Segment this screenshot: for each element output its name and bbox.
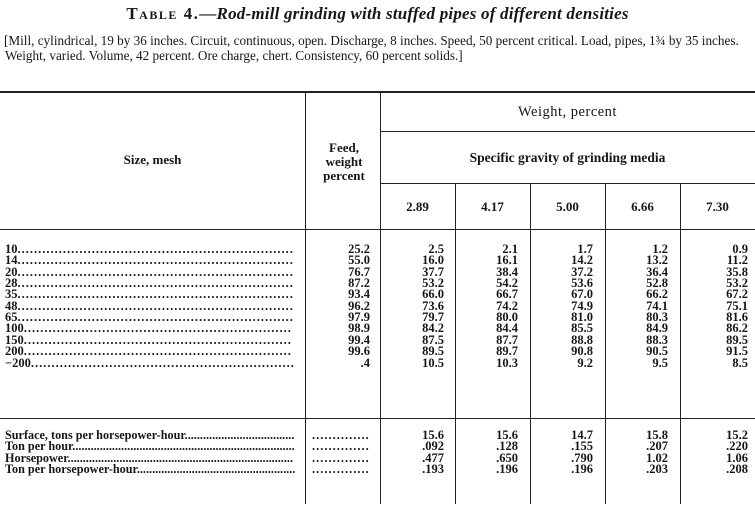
feed-empty-leader: .............. [312, 430, 370, 442]
leader-dots: ................................................................. [23, 344, 292, 358]
summary-value: .128 [496, 439, 518, 453]
weight-value: 84.4 [496, 321, 518, 335]
weight-value: 74.9 [571, 299, 593, 313]
weight-value: 66.0 [422, 287, 444, 301]
summary-value: 1.06 [726, 451, 748, 465]
weight-value: 67.2 [726, 287, 748, 301]
gravity-column-header: 7.30 [706, 199, 729, 214]
weight-value: 38.4 [496, 265, 518, 279]
leader-dots: .................................................... [136, 462, 296, 476]
row-label-text: 65 [5, 310, 18, 324]
weight-value: 80.0 [496, 310, 518, 324]
feed-value: 99.6 [348, 344, 370, 358]
header-bottom-rule [0, 229, 755, 230]
weight-value: 75.1 [726, 299, 748, 313]
table-headnote: [Mill, cylindrical, 19 by 36 inches. Circuit, continuous, open. Discharge, 8 inches. Speed, 50 percent critical. Load, pipes, 1¾ by 35 inches. Weight, varied. Volume, 42 percent. Ore charge, chert. Consistency, 60 percent solids.] [4, 33, 739, 63]
feed-value: 98.9 [348, 321, 370, 335]
summary-value: .193 [422, 462, 444, 476]
row-label-text: Surface, tons per horsepower-hour [5, 428, 185, 442]
weight-value: 88.3 [646, 333, 668, 347]
leader-dots: ................................................................. [23, 321, 292, 335]
gravity-column-header: 4.17 [481, 199, 504, 214]
gravity-column-header: 6.66 [631, 199, 654, 214]
weight-value: 81.6 [726, 310, 748, 324]
row-label-text: Ton per hour [5, 439, 73, 453]
table-title: —Rod-mill grinding with stuffed pipes of different densities [199, 4, 629, 23]
weight-value: 13.2 [646, 253, 668, 267]
row-label-text: Ton per horsepower-hour [5, 462, 137, 476]
feed-value: 99.4 [348, 333, 370, 347]
row-label-text: 14 [5, 253, 18, 267]
row-label-text: 35 [5, 287, 18, 301]
weight-value: 2.1 [502, 242, 518, 256]
weight-value: 52.8 [646, 276, 668, 290]
table-label: Table 4. [126, 4, 200, 23]
summary-value: 15.6 [422, 428, 444, 442]
weight-value: 66.2 [646, 287, 668, 301]
summary-value: 15.8 [646, 428, 668, 442]
feed-value: .4 [360, 356, 370, 370]
leader-dots: ................................................................... [17, 287, 294, 301]
summary-value: .650 [496, 451, 518, 465]
weight-value: 16.1 [496, 253, 518, 267]
weight-value: 85.5 [571, 321, 593, 335]
feed-empty-leader: .............. [312, 453, 370, 465]
weight-value: 91.5 [726, 344, 748, 358]
weight-value: 1.7 [577, 242, 593, 256]
weight-value: 54.2 [496, 276, 518, 290]
gravity-header-rule [380, 183, 755, 184]
weight-value: 84.9 [646, 321, 668, 335]
weight-value: 66.7 [496, 287, 518, 301]
table-caption [0, 4, 755, 24]
weight-value: 0.9 [732, 242, 748, 256]
row-label-text: 150 [5, 333, 24, 347]
weight-value: 9.5 [652, 356, 668, 370]
weight-value: 88.8 [571, 333, 593, 347]
weight-value: 14.2 [571, 253, 593, 267]
weight-value: 87.5 [422, 333, 444, 347]
weight-value: 67.0 [571, 287, 593, 301]
summary-value: .196 [496, 462, 518, 476]
weight-value: 90.8 [571, 344, 593, 358]
weight-header: Weight, percent [518, 104, 617, 120]
weight-value: 89.7 [496, 344, 518, 358]
weight-value: 1.2 [652, 242, 668, 256]
weight-value: 73.6 [422, 299, 444, 313]
feed-value: 93.4 [348, 287, 370, 301]
feed-empty-leader: .............. [312, 441, 370, 453]
summary-value: .220 [726, 439, 748, 453]
summary-value: 14.7 [571, 428, 593, 442]
leader-dots: ................................................................ [30, 356, 295, 370]
leader-dots: .......................................................................... [67, 451, 293, 465]
feed-value: 87.2 [348, 276, 370, 290]
summary-value: .790 [571, 451, 593, 465]
leader-dots: ................................................................... [17, 265, 294, 279]
feed-value: 97.9 [348, 310, 370, 324]
gravity-header: Specific gravity of grinding media [469, 150, 666, 165]
gravity-column-header: 2.89 [406, 199, 429, 214]
weight-value: 79.7 [422, 310, 444, 324]
weight-value: 89.5 [726, 333, 748, 347]
leader-dots: ................................................................... [17, 276, 294, 290]
weight-value: 74.2 [496, 299, 518, 313]
leader-dots: ......................................................................... [72, 439, 295, 453]
leader-dots: ................................................................... [17, 299, 294, 313]
summary-value: .203 [646, 462, 668, 476]
weight-value: 37.7 [422, 265, 444, 279]
summary-value: 15.6 [496, 428, 518, 442]
weight-value: 16.0 [422, 253, 444, 267]
weight-value: 10.5 [422, 356, 444, 370]
weight-value: 8.5 [732, 356, 748, 370]
weight-value: 89.5 [422, 344, 444, 358]
leader-dots: ................................................................... [17, 253, 294, 267]
summary-value: .208 [726, 462, 748, 476]
weight-value: 2.5 [428, 242, 444, 256]
row-label-text: 100 [5, 321, 24, 335]
row-label-text: 200 [5, 344, 24, 358]
summary-value: .155 [571, 439, 593, 453]
feed-value: 76.7 [348, 265, 370, 279]
gravity-column-header: 5.00 [556, 199, 579, 214]
leader-dots: ................................................................. [23, 333, 292, 347]
row-label-text: −200 [5, 356, 31, 370]
row-label-text: Horsepower [5, 451, 68, 465]
weight-value: 84.2 [422, 321, 444, 335]
summary-value: .092 [422, 439, 444, 453]
size-header: Size, mesh [123, 152, 182, 167]
feed-header: Feed, weight percent [323, 140, 365, 183]
weight-value: 37.2 [571, 265, 593, 279]
weight-header-rule [380, 131, 755, 132]
top-rule [0, 91, 755, 93]
weight-value: 53.6 [571, 276, 593, 290]
row-label-text: 10 [5, 242, 18, 256]
leader-dots: .................................... [184, 428, 295, 442]
summary-value: .196 [571, 462, 593, 476]
weight-value: 53.2 [422, 276, 444, 290]
weight-value: 81.0 [571, 310, 593, 324]
summary-value: .207 [646, 439, 668, 453]
weight-value: 86.2 [726, 321, 748, 335]
feed-value: 55.0 [348, 253, 370, 267]
row-label-text: 20 [5, 265, 18, 279]
weight-value: 90.5 [646, 344, 668, 358]
summary-value: 1.02 [646, 451, 668, 465]
weight-value: 53.2 [726, 276, 748, 290]
feed-value: 96.2 [348, 299, 370, 313]
row-label-text: 48 [5, 299, 18, 313]
feed-empty-leader: .............. [312, 464, 370, 476]
weight-value: 35.8 [726, 265, 748, 279]
weight-value: 74.1 [646, 299, 668, 313]
weight-value: 87.7 [496, 333, 518, 347]
weight-value: 80.3 [646, 310, 668, 324]
weight-value: 11.2 [726, 253, 748, 267]
leader-dots: ................................................................... [17, 242, 294, 256]
weight-value: 36.4 [646, 265, 668, 279]
summary-divider-rule [0, 418, 755, 419]
feed-value: 25.2 [348, 242, 370, 256]
weight-value: 9.2 [577, 356, 593, 370]
summary-value: .477 [422, 451, 444, 465]
leader-dots: ................................................................... [17, 310, 294, 324]
weight-value: 10.3 [496, 356, 518, 370]
row-label-text: 28 [5, 276, 18, 290]
summary-value: 15.2 [726, 428, 748, 442]
